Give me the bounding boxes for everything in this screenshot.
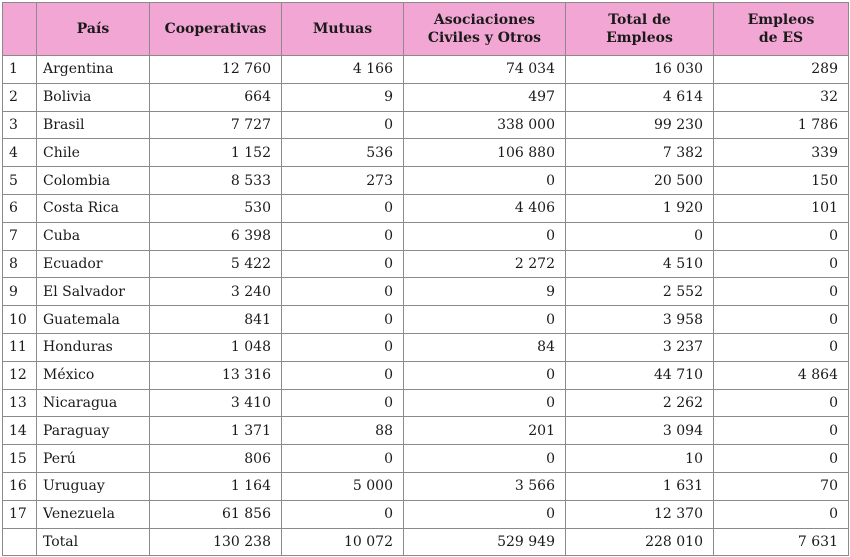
row-index: 10 <box>3 306 37 334</box>
cooperativas-cell: 3 410 <box>150 389 282 417</box>
country-cell: Ecuador <box>37 250 150 278</box>
header-empleos-es: Empleos de ES <box>714 3 849 56</box>
table-row <box>3 194 849 222</box>
cooperativas-cell: 1 371 <box>150 417 282 445</box>
asociaciones-cell: 0 <box>404 167 566 195</box>
empleos-es-cell: 0 <box>714 306 849 334</box>
total-empleos-cell: 3 237 <box>566 333 714 361</box>
cooperativas-cell: 806 <box>150 445 282 473</box>
header-country: País <box>37 3 150 56</box>
asociaciones-cell: 106 880 <box>404 139 566 167</box>
country-cell: Total <box>37 528 150 556</box>
empleos-es-cell: 32 <box>714 83 849 111</box>
employment-table <box>2 2 849 556</box>
row-index: 6 <box>3 194 37 222</box>
mutuas-cell: 536 <box>282 139 404 167</box>
mutuas-cell: 0 <box>282 111 404 139</box>
table-row <box>3 111 849 139</box>
total-empleos-cell: 16 030 <box>566 56 714 84</box>
mutuas-cell: 0 <box>282 500 404 528</box>
country-cell: Honduras <box>37 333 150 361</box>
cooperativas-cell: 530 <box>150 194 282 222</box>
table-row <box>3 250 849 278</box>
row-index: 1 <box>3 56 37 84</box>
total-empleos-cell: 1 631 <box>566 472 714 500</box>
empleos-es-cell: 289 <box>714 56 849 84</box>
cooperativas-cell: 8 533 <box>150 167 282 195</box>
row-index: 15 <box>3 445 37 473</box>
table-row <box>3 56 849 84</box>
cooperativas-cell: 1 048 <box>150 333 282 361</box>
mutuas-cell: 10 072 <box>282 528 404 556</box>
country-cell: Cuba <box>37 222 150 250</box>
total-empleos-cell: 20 500 <box>566 167 714 195</box>
asociaciones-cell: 0 <box>404 361 566 389</box>
cooperativas-cell: 5 422 <box>150 250 282 278</box>
header-mutuas: Mutuas <box>282 3 404 56</box>
mutuas-cell: 0 <box>282 333 404 361</box>
empleos-es-cell: 1 786 <box>714 111 849 139</box>
country-cell: Guatemala <box>37 306 150 334</box>
country-cell: El Salvador <box>37 278 150 306</box>
row-index: 12 <box>3 361 37 389</box>
empleos-es-cell: 0 <box>714 500 849 528</box>
row-index: 3 <box>3 111 37 139</box>
asociaciones-cell: 0 <box>404 445 566 473</box>
row-index: 5 <box>3 167 37 195</box>
total-empleos-cell: 10 <box>566 445 714 473</box>
row-index: 7 <box>3 222 37 250</box>
total-empleos-cell: 1 920 <box>566 194 714 222</box>
total-empleos-cell: 0 <box>566 222 714 250</box>
country-cell: Bolivia <box>37 83 150 111</box>
empleos-es-cell: 150 <box>714 167 849 195</box>
empleos-es-cell: 0 <box>714 417 849 445</box>
empleos-es-cell: 0 <box>714 250 849 278</box>
mutuas-cell: 0 <box>282 361 404 389</box>
row-index: 11 <box>3 333 37 361</box>
total-empleos-cell: 228 010 <box>566 528 714 556</box>
total-empleos-cell: 3 094 <box>566 417 714 445</box>
country-cell: México <box>37 361 150 389</box>
total-empleos-cell: 44 710 <box>566 361 714 389</box>
country-cell: Costa Rica <box>37 194 150 222</box>
table-row <box>3 278 849 306</box>
cooperativas-cell: 1 164 <box>150 472 282 500</box>
mutuas-cell: 9 <box>282 83 404 111</box>
empleos-es-cell: 339 <box>714 139 849 167</box>
row-index: 8 <box>3 250 37 278</box>
row-index: 9 <box>3 278 37 306</box>
cooperativas-cell: 13 316 <box>150 361 282 389</box>
table-row <box>3 333 849 361</box>
table-row <box>3 417 849 445</box>
asociaciones-cell: 3 566 <box>404 472 566 500</box>
total-empleos-cell: 3 958 <box>566 306 714 334</box>
country-cell: Venezuela <box>37 500 150 528</box>
cooperativas-cell: 6 398 <box>150 222 282 250</box>
total-empleos-cell: 2 262 <box>566 389 714 417</box>
mutuas-cell: 0 <box>282 194 404 222</box>
empleos-es-cell: 4 864 <box>714 361 849 389</box>
cooperativas-cell: 1 152 <box>150 139 282 167</box>
row-index: 17 <box>3 500 37 528</box>
table-row <box>3 445 849 473</box>
country-cell: Uruguay <box>37 472 150 500</box>
row-index: 13 <box>3 389 37 417</box>
cooperativas-cell: 61 856 <box>150 500 282 528</box>
asociaciones-cell: 0 <box>404 222 566 250</box>
table-row <box>3 139 849 167</box>
table-row <box>3 167 849 195</box>
country-cell: Colombia <box>37 167 150 195</box>
empleos-es-cell: 0 <box>714 389 849 417</box>
total-empleos-cell: 99 230 <box>566 111 714 139</box>
empleos-es-cell: 70 <box>714 472 849 500</box>
cooperativas-cell: 3 240 <box>150 278 282 306</box>
row-index: 16 <box>3 472 37 500</box>
country-cell: Brasil <box>37 111 150 139</box>
empleos-es-cell: 7 631 <box>714 528 849 556</box>
country-cell: Argentina <box>37 56 150 84</box>
total-row <box>3 528 849 556</box>
total-empleos-cell: 4 510 <box>566 250 714 278</box>
empleos-es-cell: 101 <box>714 194 849 222</box>
header-total-empleos: Total de Empleos <box>566 3 714 56</box>
total-empleos-cell: 7 382 <box>566 139 714 167</box>
asociaciones-cell: 4 406 <box>404 194 566 222</box>
asociaciones-cell: 497 <box>404 83 566 111</box>
table-row <box>3 306 849 334</box>
country-cell: Perú <box>37 445 150 473</box>
mutuas-cell: 0 <box>282 250 404 278</box>
row-index <box>3 528 37 556</box>
asociaciones-cell: 84 <box>404 333 566 361</box>
asociaciones-cell: 338 000 <box>404 111 566 139</box>
mutuas-cell: 0 <box>282 389 404 417</box>
header-row <box>3 3 849 56</box>
mutuas-cell: 88 <box>282 417 404 445</box>
table-row <box>3 389 849 417</box>
asociaciones-cell: 0 <box>404 306 566 334</box>
cooperativas-cell: 664 <box>150 83 282 111</box>
asociaciones-cell: 0 <box>404 389 566 417</box>
asociaciones-cell: 0 <box>404 500 566 528</box>
empleos-es-cell: 0 <box>714 333 849 361</box>
cooperativas-cell: 130 238 <box>150 528 282 556</box>
mutuas-cell: 4 166 <box>282 56 404 84</box>
mutuas-cell: 0 <box>282 222 404 250</box>
cooperativas-cell: 12 760 <box>150 56 282 84</box>
table-row <box>3 472 849 500</box>
mutuas-cell: 0 <box>282 445 404 473</box>
asociaciones-cell: 201 <box>404 417 566 445</box>
country-cell: Nicaragua <box>37 389 150 417</box>
header-index <box>3 3 37 56</box>
asociaciones-cell: 9 <box>404 278 566 306</box>
mutuas-cell: 0 <box>282 278 404 306</box>
table-row <box>3 361 849 389</box>
total-empleos-cell: 4 614 <box>566 83 714 111</box>
empleos-es-cell: 0 <box>714 222 849 250</box>
cooperativas-cell: 7 727 <box>150 111 282 139</box>
header-asociaciones: Asociaciones Civiles y Otros <box>404 3 566 56</box>
row-index: 4 <box>3 139 37 167</box>
total-empleos-cell: 2 552 <box>566 278 714 306</box>
mutuas-cell: 0 <box>282 306 404 334</box>
country-cell: Chile <box>37 139 150 167</box>
row-index: 14 <box>3 417 37 445</box>
mutuas-cell: 273 <box>282 167 404 195</box>
country-cell: Paraguay <box>37 417 150 445</box>
total-empleos-cell: 12 370 <box>566 500 714 528</box>
table-row <box>3 83 849 111</box>
asociaciones-cell: 2 272 <box>404 250 566 278</box>
asociaciones-cell: 74 034 <box>404 56 566 84</box>
empleos-es-cell: 0 <box>714 278 849 306</box>
mutuas-cell: 5 000 <box>282 472 404 500</box>
row-index: 2 <box>3 83 37 111</box>
empleos-es-cell: 0 <box>714 445 849 473</box>
table-row <box>3 222 849 250</box>
cooperativas-cell: 841 <box>150 306 282 334</box>
table-row <box>3 500 849 528</box>
asociaciones-cell: 529 949 <box>404 528 566 556</box>
header-cooperativas: Cooperativas <box>150 3 282 56</box>
